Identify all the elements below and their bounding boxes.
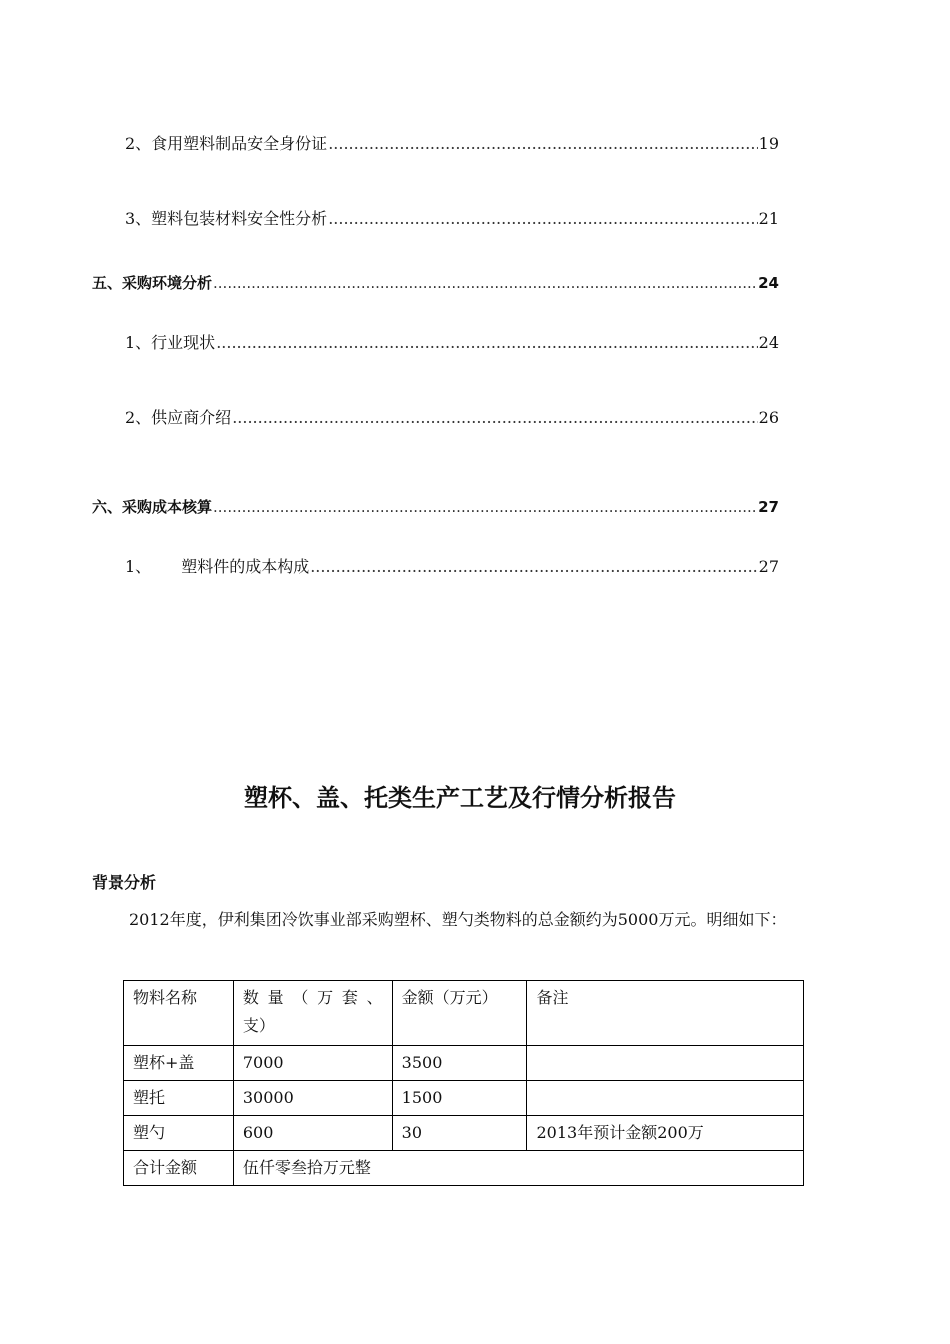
material-detail-table: [123, 980, 804, 1186]
table-row: [124, 1046, 804, 1081]
table-cell: 30000: [233, 1081, 392, 1116]
toc-entry[interactable]: [125, 333, 779, 353]
toc-leader-dots: [213, 497, 757, 517]
table-cell: 1500: [392, 1081, 527, 1116]
table-cell: 600: [233, 1116, 392, 1151]
background-paragraph: 2012年度，伊利集团冷饮事业部采购塑杯、塑勺类物料的总金额约为5000万元。明细如下：: [129, 910, 787, 929]
table-cell: 塑托: [124, 1081, 234, 1116]
table-row: [124, 1116, 804, 1151]
toc-page-number: 24: [758, 333, 779, 352]
toc-page-number: 19: [758, 134, 779, 153]
toc-entry[interactable]: [92, 273, 779, 293]
header-cell: 备注: [527, 981, 804, 1046]
toc-page-number: 27: [758, 557, 779, 576]
total-value-cell: 伍仟零叁拾万元整: [233, 1151, 803, 1186]
toc-label-number: 1、: [125, 557, 152, 576]
toc-leader-dots: [328, 134, 757, 154]
table-row: [124, 1081, 804, 1116]
table-header-row: [124, 981, 804, 1046]
toc-leader-dots: [232, 408, 757, 428]
header-cell: 物料名称: [124, 981, 234, 1046]
toc-label: 3、塑料包装材料安全性分析: [125, 209, 328, 228]
table-cell: 塑勺: [124, 1116, 234, 1151]
table-cell: 塑杯+盖: [124, 1046, 234, 1081]
toc-label: 2、食用塑料制品安全身份证: [125, 134, 328, 153]
toc-page-number: 21: [758, 209, 779, 228]
toc-leader-dots: [216, 333, 757, 353]
table-cell: 3500: [392, 1046, 527, 1081]
toc-label: 塑料件的成本构成: [181, 557, 310, 576]
table-cell: 30: [392, 1116, 527, 1151]
toc-page-number: 27: [758, 498, 779, 516]
toc-page-number: 26: [758, 408, 779, 427]
section-heading: 背景分析: [92, 873, 157, 892]
report-title: 塑杯、盖、托类生产工艺及行情分析报告: [244, 784, 676, 812]
toc-leader-dots: [310, 557, 757, 577]
table-cell: 2013年预计金额200万: [527, 1116, 804, 1151]
toc-entry[interactable]: [125, 209, 779, 229]
toc-entry[interactable]: [125, 557, 779, 577]
toc-label: 五、采购环境分析: [92, 274, 213, 292]
header-cell: 数 量 （ 万 套 、 支）: [233, 981, 392, 1046]
table-total-row: [124, 1151, 804, 1186]
toc-label: 1、行业现状: [125, 333, 216, 352]
toc-entry[interactable]: [92, 497, 779, 517]
toc-label: 六、采购成本核算: [92, 498, 213, 516]
total-label-cell: 合计金额: [124, 1151, 234, 1186]
toc-entry[interactable]: [125, 134, 779, 154]
toc-leader-dots: [213, 273, 757, 293]
toc-label: 2、供应商介绍: [125, 408, 232, 427]
table-cell: [527, 1081, 804, 1116]
table-cell: 7000: [233, 1046, 392, 1081]
header-cell: 金额（万元）: [392, 981, 527, 1046]
toc-page-number: 24: [758, 274, 779, 292]
table-cell: [527, 1046, 804, 1081]
toc-leader-dots: [328, 209, 757, 229]
toc-entry[interactable]: [125, 408, 779, 428]
